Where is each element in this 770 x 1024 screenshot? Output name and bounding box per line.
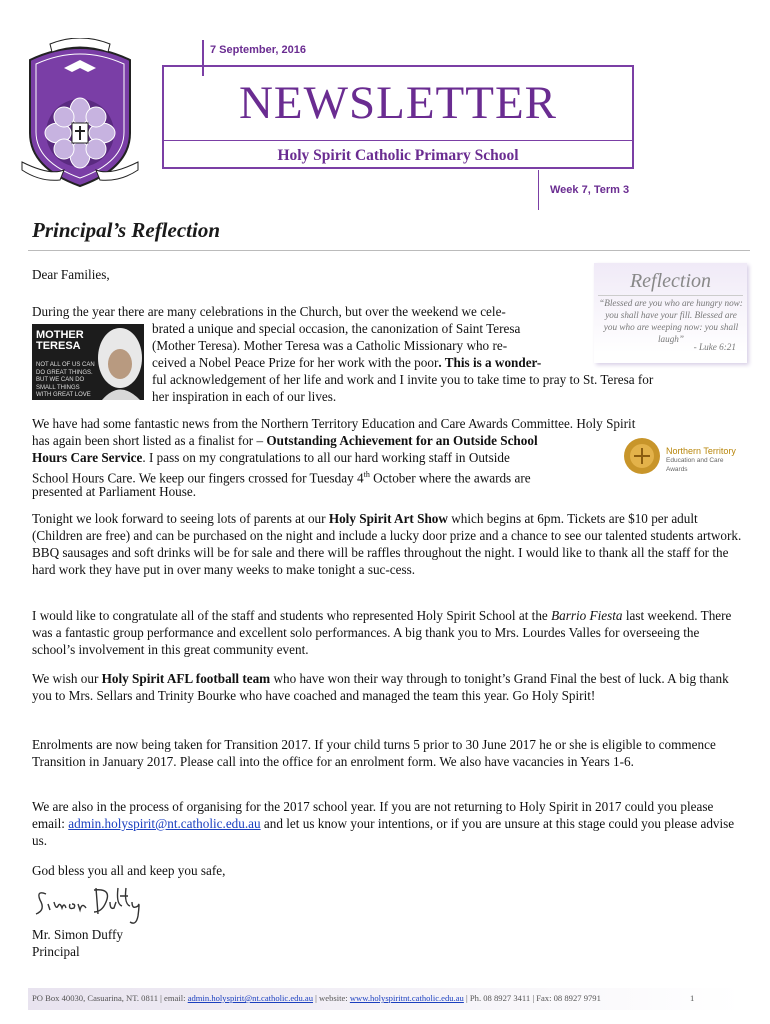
quote-line: SMALL THINGS bbox=[36, 384, 80, 391]
p3-art-show bbox=[32, 510, 742, 578]
footer-email-link[interactable]: admin.holyspirit@nt.catholic.edu.au bbox=[187, 993, 314, 1003]
p1-line4 bbox=[152, 354, 541, 371]
p2-line5: presented at Parliament House. bbox=[32, 484, 197, 499]
p4-barrio-fiesta bbox=[32, 607, 744, 658]
section-heading: Principal’s Reflection bbox=[32, 218, 221, 242]
text-span: last weekend. There was a fantastic group performance and excellent solo performances. A big thank you to Mrs. Lourdes Valles for overseeing the school’s involvement in this great community event. bbox=[32, 608, 732, 657]
p1-line2: brated a unique and special occasion, the canonization of Saint Teresa bbox=[152, 321, 521, 336]
nt-awards-text bbox=[666, 447, 736, 474]
caption-line: TERESA bbox=[36, 340, 81, 352]
event-name: Barrio Fiesta bbox=[551, 608, 623, 623]
text-span: . I pass on my congratulations to all our hard working staff in Outside bbox=[142, 450, 510, 465]
reflection-citation: - Luke 6:21 bbox=[693, 342, 736, 352]
quote-line: DO GREAT THINGS. bbox=[36, 369, 93, 376]
mother-teresa-quote bbox=[36, 362, 95, 400]
footer-website-link[interactable]: www.holyspiritnt.catholic.edu.au bbox=[349, 993, 464, 1003]
text-span: Tonight we look forward to seeing lots of parents at our bbox=[32, 511, 329, 526]
logo-line: Education and Care bbox=[666, 457, 724, 464]
greeting: Dear Families, bbox=[32, 267, 110, 282]
award-name: Hours Care Service bbox=[32, 450, 143, 465]
school-name: Holy Spirit Catholic Primary School bbox=[277, 147, 519, 164]
team-name: Holy Spirit AFL football team bbox=[101, 671, 271, 686]
reflection-title: Reflection bbox=[629, 270, 712, 292]
mother-teresa-caption bbox=[36, 330, 84, 352]
text-span: has again been short listed as a finalist for – bbox=[32, 433, 267, 448]
ordinal-suffix: th bbox=[363, 470, 370, 479]
week-term-label: Week 7, Term 3 bbox=[550, 184, 630, 196]
reflection-quote: “Blessed are you who are hungry now: you shall have your fill. Blessed are you who are weeping now: you shall laugh” bbox=[599, 298, 743, 344]
p1-line6: her inspiration in each of our lives. bbox=[152, 389, 337, 404]
logo-line: Northern Territory bbox=[666, 446, 736, 456]
p1-line3: (Mother Teresa). Mother Teresa was a Catholic Missionary who re- bbox=[152, 338, 508, 353]
heading-rule bbox=[28, 250, 750, 251]
signer-name: Mr. Simon Duffy bbox=[32, 927, 123, 942]
issue-date: 7 September, 2016 bbox=[210, 44, 307, 56]
text-span: . This is a wonder- bbox=[438, 355, 542, 370]
signer-role: Principal bbox=[32, 944, 80, 959]
principal-signature bbox=[32, 880, 152, 930]
quote-line: BUT WE CAN DO bbox=[36, 377, 85, 383]
text-span: | website: bbox=[313, 993, 350, 1003]
p1-line5: ful acknowledgement of her life and work and I invite you to take time to pray to St. Teresa for bbox=[152, 372, 654, 387]
closing: God bless you all and keep you safe, bbox=[32, 863, 226, 878]
text-span: PO Box 40030, Casuarina, NT. 0811 | email: bbox=[32, 993, 188, 1003]
text-span: I would like to congratulate all of the staff and students who represented Holy Spirit School at the bbox=[32, 608, 552, 623]
reflection-rule bbox=[598, 295, 743, 296]
text-span: | Ph. 08 8927 3411 | Fax: 08 8927 9791 bbox=[463, 993, 601, 1003]
text-span: We are also in the process of organising for the 2017 school year. If you are not returning to Holy Spirit in 2017 could you please email: bbox=[32, 799, 714, 831]
footer-contact bbox=[32, 993, 601, 1003]
p2-line3 bbox=[32, 449, 510, 466]
p6-enrolments: Enrolments are now being taken for Transition 2017. If your child turns 5 prior to 30 June 2017 he or she is eligible to commence Transition in January 2017. Please call into the office for an enrolment form. We also have vacancies in Years 1-6. bbox=[32, 737, 716, 769]
text-span: who have won their way through to tonight’s Grand Final the best of luck. A big thank you to Mrs. Sellars and Trinity Bourke who have coached and managed the team this year. Go Holy Spirit! bbox=[32, 671, 729, 703]
caption-line: MOTHER bbox=[36, 329, 84, 341]
text-span: ceived a Nobel Peace Prize for her work with the poor bbox=[152, 355, 439, 370]
week-accent-line bbox=[538, 170, 539, 210]
award-name: Outstanding Achievement for an Outside School bbox=[266, 433, 538, 448]
p2-line1: We have had some fantastic news from the Northern Territory Education and Care Awards Committee. Holy Spirit bbox=[32, 416, 636, 431]
title-divider bbox=[164, 140, 632, 141]
p1-line1: During the year there are many celebrations in the Church, but over the weekend we cele- bbox=[32, 304, 506, 319]
logo-line: Awards bbox=[666, 466, 688, 473]
text-span: We wish our bbox=[32, 671, 102, 686]
text-span: which begins at 6pm. Tickets are $10 per adult (Children are free) and can be purchased on the night and include a lucky door prize and a chance to see our talented students artwork. BBQ sausages and soft drinks will be for sale and there will be raffles throughout the night. I would like to thank all the staff for the hard work they have put in over many weeks to make tonight a suc-cess. bbox=[32, 511, 742, 577]
page-number: 1 bbox=[690, 993, 695, 1003]
contact-email-link[interactable]: admin.holyspirit@nt.catholic.edu.au bbox=[68, 816, 261, 831]
newsletter-title: NEWSLETTER bbox=[238, 77, 558, 129]
p2-line2 bbox=[32, 432, 538, 449]
text-span: and let us know your intentions, or if you are unsure at this stage could you please advise us. bbox=[32, 816, 735, 848]
text-span: School Hours Care. We keep our fingers crossed for Tuesday 4 bbox=[32, 470, 364, 486]
text-span: October where the awards are bbox=[369, 470, 531, 486]
event-name: Holy Spirit Art Show bbox=[328, 511, 448, 526]
p5-football bbox=[32, 670, 737, 704]
quote-line: WITH GREAT LOVE bbox=[36, 392, 91, 398]
school-crest-logo bbox=[20, 38, 140, 188]
p7-school-year bbox=[32, 798, 744, 849]
quote-line: NOT ALL OF US CAN bbox=[36, 362, 95, 368]
